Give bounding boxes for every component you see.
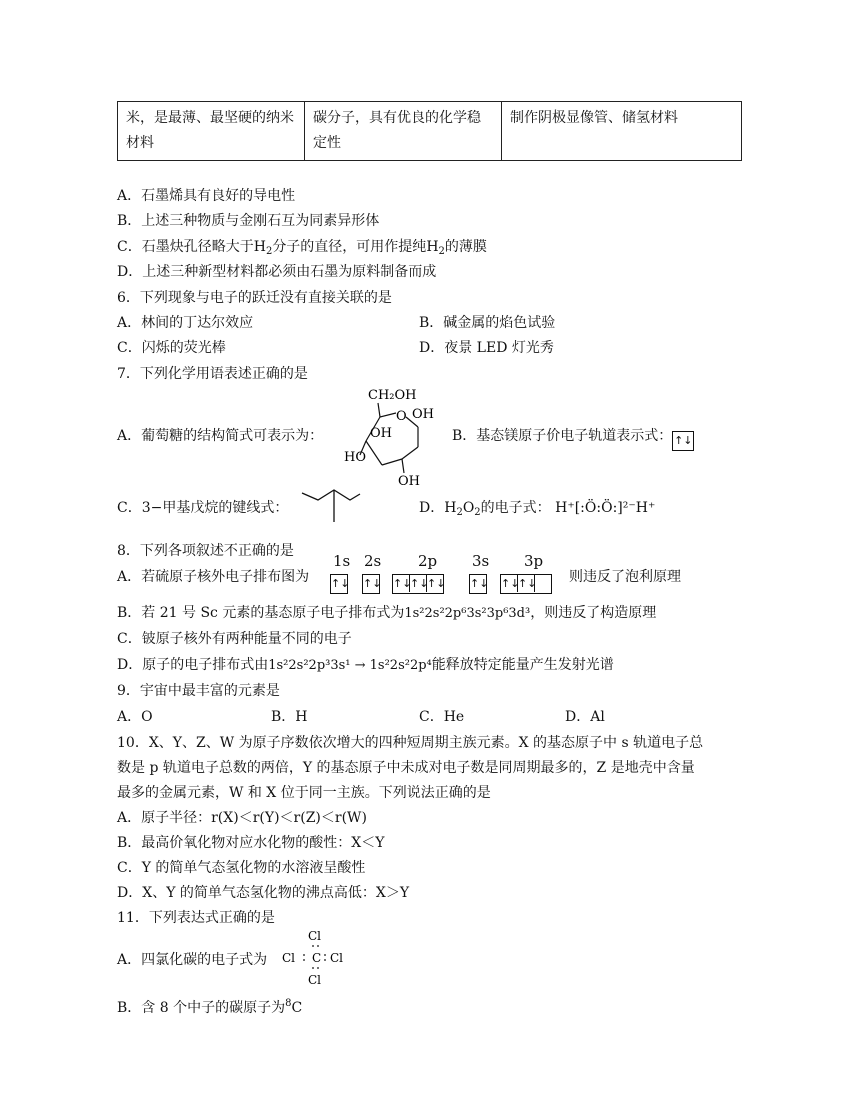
methylpentane-skeletal — [300, 488, 362, 524]
q8-b-text: B．若 21 号 Sc 元素的基态原子电子排布式为 — [117, 605, 405, 621]
table-cell: 碳分子，具有优良的化学稳定性 — [305, 102, 502, 161]
cl-label: Cl — [308, 973, 322, 986]
electron-config: 1s²2s²2p⁶3s²3p⁶3d³ — [404, 606, 531, 621]
q10-stem-line3: 最多的金属元素，W 和 X 位于同一主族。下列说法正确的是 — [117, 785, 491, 801]
q7-option-c: C．3−甲基戊烷的键线式： — [117, 500, 289, 516]
h-subscript: 2 — [438, 246, 445, 257]
q6-option-b: B．碱金属的焰色试验 — [419, 315, 556, 331]
oh-label: OH — [398, 474, 420, 488]
glucose-structure — [340, 383, 440, 488]
q8-stem: 8．下列各项叙述不正确的是 — [117, 543, 294, 559]
orbital-cell: ↑↓ — [501, 577, 520, 590]
ch2oh-label: CH₂OH — [368, 388, 417, 403]
orbital-2p — [392, 574, 444, 594]
q8-d-text: D．原子的电子排布式由 — [117, 657, 269, 673]
q11-stem: 11．下列表达式正确的是 — [117, 910, 275, 926]
h2o2-electron-formula: H⁺[:Ö:Ö:]²⁻H⁺ — [555, 500, 656, 516]
orbital-label: 2s — [364, 552, 382, 570]
o-symbol: O — [462, 500, 475, 516]
ho-label: HO — [344, 450, 366, 465]
orbital-cell: ↑↓ — [363, 577, 382, 590]
orbital-cell — [535, 575, 551, 592]
oh-label: OH — [370, 426, 392, 441]
table-cell: 米，是最薄、最坚硬的纳米材料 — [118, 102, 305, 161]
orbital-cell: ↑↓ — [410, 577, 429, 590]
q9-option-a: A．O — [117, 709, 153, 725]
q10-option-c: C．Y 的简单气态氢化物的水溶液呈酸性 — [117, 860, 366, 876]
q10-option-b: B．最高价氧化物对应水化物的酸性：X＜Y — [117, 835, 385, 851]
q8-option-a-post: 则违反了泡利原理 — [569, 569, 681, 585]
q7-option-d — [419, 498, 655, 523]
c-symbol: C — [291, 1000, 303, 1016]
table-cell: 制作阴极显像管、储氢材料 — [502, 102, 742, 161]
q10-stem-line1: 10．X、Y、Z、W 为原子序数依次增大的四种短周期主族元素。X 的基态原子中 s 轨道电子总 — [117, 735, 704, 751]
q8-option-d — [117, 655, 614, 676]
orbital-cell: ↑↓ — [518, 577, 537, 590]
orbital-cell: ↑↓ — [427, 577, 446, 590]
cl-label: Cl — [330, 951, 344, 965]
q5-option-c — [117, 237, 487, 262]
q9-option-c: C．He — [419, 709, 465, 725]
q8-option-a-pre: A．若硫原子核外电子排布图为 — [117, 569, 310, 585]
orbital-cell: ↑↓ — [393, 577, 412, 590]
q10-option-d: D．X、Y 的简单气态氢化物的沸点高低：X＞Y — [117, 885, 410, 901]
q10-option-a: A．原子半径：r(X)＜r(Y)＜r(Z)＜r(W) — [117, 810, 367, 826]
q5-c-text: 分子的直径，可用作提纯 — [272, 239, 427, 255]
c-label: C — [312, 951, 322, 965]
q11-b-text: B．含 8 个中子的碳原子为 — [117, 1000, 286, 1016]
orbital-label: 2p — [418, 552, 438, 570]
q9-stem: 9．宇宙中最丰富的元素是 — [117, 683, 280, 699]
q11-option-b — [117, 994, 302, 1018]
q5-c-text: C．石墨炔孔径略大于 — [117, 239, 254, 255]
orbital-cell: ↑↓ — [470, 577, 489, 590]
q5-c-text: 的薄膜 — [444, 239, 487, 255]
cl-label: Cl — [308, 929, 322, 943]
subscript: 2 — [456, 507, 463, 518]
h-symbol: H — [253, 239, 266, 255]
q8-d-text: 能释放特定能量产生发射光谱 — [431, 657, 614, 673]
orbital-label: 3s — [472, 552, 490, 570]
q7-d-text: D．H — [419, 500, 457, 516]
orbital-cell: ↑↓ — [331, 577, 350, 590]
q9-option-d: D．Al — [565, 709, 605, 725]
oh-label: OH — [412, 407, 434, 422]
q7-option-b — [452, 426, 694, 451]
q7-b-text: B．基态镁原子价电子轨道表示式： — [452, 428, 673, 444]
q5-option-a: A．石墨烯具有良好的导电性 — [117, 188, 296, 204]
q10-stem-line2: 数是 p 轨道电子总数的两倍，Y 的基态原子中未成对电子数是同周期最多的，Z 是地壳中含量 — [117, 760, 695, 776]
materials-table — [117, 101, 742, 161]
subscript: 2 — [474, 507, 481, 518]
mass-superscript: 8 — [285, 998, 292, 1009]
q5-option-b: B．上述三种物质与金刚石互为同素异形体 — [117, 213, 380, 229]
q9-option-b: B．H — [271, 709, 308, 725]
q8-b-text: ，则违反了构造原理 — [530, 605, 657, 621]
orbital-label: 3p — [524, 552, 544, 570]
q6-option-c: C．闪烁的荧光棒 — [117, 340, 226, 356]
q5-option-d: D．上述三种新型材料都必须由石墨为原料制备而成 — [117, 264, 437, 280]
q6-stem: 6．下列现象与电子的跃迁没有直接关联的是 — [117, 290, 392, 306]
q7-d-text: 的电子式： — [480, 500, 551, 516]
orbital-box: ↑↓ — [672, 431, 694, 451]
ring-o-label: O — [396, 409, 407, 424]
table-row — [118, 102, 742, 161]
q8-option-c: C．铍原子核外有两种能量不同的电子 — [117, 631, 352, 647]
electron-config: 1s²2s²2p³3s¹ → 1s²2s²2p⁴ — [268, 658, 432, 673]
q8-option-b — [117, 603, 656, 624]
h-subscript: 2 — [265, 246, 273, 257]
q6-option-a: A．林间的丁达尔效应 — [117, 315, 254, 331]
q7-stem: 7．下列化学用语表述正确的是 — [117, 366, 308, 382]
ccl4-electron-formula — [282, 928, 352, 986]
orbital-1s — [330, 574, 348, 594]
orbital-label: 1s — [333, 552, 351, 570]
cl-label: Cl — [282, 951, 296, 965]
orbital-3s — [469, 574, 487, 594]
h-symbol: H — [426, 239, 439, 255]
q11-option-a: A．四氯化碳的电子式为 — [117, 952, 268, 968]
orbital-3p — [500, 574, 552, 594]
q6-option-d: D．夜景 LED 灯光秀 — [419, 340, 554, 356]
q7-option-a: A．葡萄糖的结构简式可表示为： — [117, 428, 324, 444]
orbital-2s — [362, 574, 380, 594]
